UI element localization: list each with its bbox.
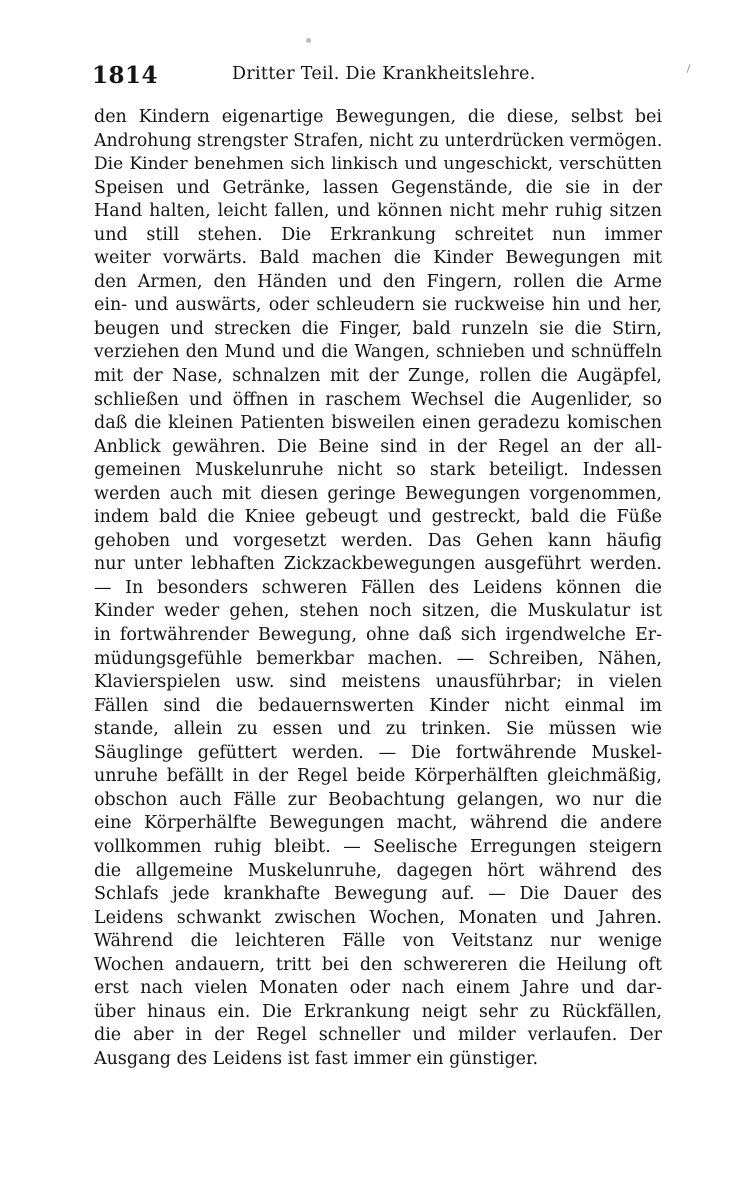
text-line: gemeinen Muskelunruhe nicht so stark beteiligt. Indessen	[94, 460, 662, 481]
text-line: Klavierspielen usw. sind meistens unausführbar; in vielen	[94, 672, 662, 693]
text-line: Wochen andauern, tritt bei den schwereren die Heilung oft	[94, 954, 662, 975]
text-line: die allgemeine Muskelunruhe, dagegen hört während des	[94, 860, 662, 881]
text-line: Anblick gewähren. Die Beine sind in der Regel an der all-	[94, 436, 662, 457]
text-line: eine Körperhälfte Bewegungen macht, während die andere	[94, 813, 662, 834]
text-line: — In besonders schweren Fällen des Leidens können die	[94, 577, 662, 598]
text-line: gehoben und vorgesetzt werden. Das Gehen kann häufig	[94, 530, 662, 551]
text-line: Ausgang des Leidens ist fast immer ein günstiger.	[94, 1048, 539, 1069]
text-line: verziehen den Mund und die Wangen, schnieben und schnüffeln	[94, 342, 662, 363]
text-line: werden auch mit diesen geringe Bewegungen vorgenommen,	[94, 483, 662, 504]
text-line: daß die kleinen Patienten bisweilen einen geradezu komischen	[94, 413, 662, 434]
body-text	[94, 106, 662, 1071]
text-line: den Armen, den Händen und den Fingern, rollen die Arme	[94, 271, 662, 292]
text-line: beugen und strecken die Finger, bald runzeln sie die Stirn,	[94, 318, 662, 339]
text-line: unruhe befällt in der Regel beide Körperhälften gleichmäßig,	[94, 766, 662, 787]
text-line: Fällen sind die bedauernswerten Kinder nicht einmal im	[94, 695, 662, 716]
text-line: Androhung strengster Strafen, nicht zu unterdrücken vermögen.	[94, 130, 663, 151]
text-line: den Kindern eigenartige Bewegungen, die diese, selbst bei	[94, 107, 662, 127]
text-line: Leidens schwankt zwischen Wochen, Monaten und Jahren.	[94, 907, 662, 928]
text-line: müdungsgefühle bemerkbar machen. — Schreiben, Nähen,	[94, 648, 662, 669]
text-line: Hand halten, leicht fallen, und können nicht mehr ruhig sitzen	[94, 201, 662, 222]
text-line: Speisen und Getränke, lassen Gegenstände, die sie in der	[94, 177, 662, 198]
text-line: Die Kinder benehmen sich linkisch und ungeschickt, verschütten	[94, 154, 662, 175]
text-line: obschon auch Fälle zur Beobachtung gelangen, wo nur die	[94, 789, 662, 810]
text-line: erst nach vielen Monaten oder nach einem Jahre und dar-	[94, 978, 662, 999]
text-line: schließen und öffnen in raschem Wechsel die Augenlider, so	[94, 389, 662, 410]
text-line: Während die leichteren Fälle von Veitstanz nur wenige	[94, 931, 662, 952]
text-line: ein- und auswärts, oder schleudern sie ruckweise hin und her,	[94, 295, 662, 316]
text-line: in fortwährender Bewegung, ohne daß sich irgendwelche Er-	[94, 625, 662, 646]
text-line: indem bald die Kniee gebeugt und gestreckt, bald die Füße	[94, 507, 662, 528]
paper-mark	[687, 64, 691, 73]
text-line: vollkommen ruhig bleibt. — Seelische Erregungen steigern	[94, 836, 662, 857]
text-line: weiter vorwärts. Bald machen die Kinder Bewegungen mit	[94, 248, 662, 269]
text-line: Säuglinge gefüttert werden. — Die fortwährende Muskel-	[94, 742, 662, 763]
text-line: nur unter lebhaften Zickzackbewegungen ausgeführt werden.	[94, 554, 662, 575]
text-line: mit der Nase, schnalzen mit der Zunge, rollen die Augäpfel,	[94, 366, 662, 387]
text-line: und still stehen. Die Erkrankung schreitet nun immer	[94, 224, 662, 245]
text-line: stande, allein zu essen und zu trinken. Sie müssen wie	[94, 719, 662, 740]
text-line: Kinder weder gehen, stehen noch sitzen, die Muskulatur ist	[94, 601, 662, 622]
page-number: 1814	[92, 62, 159, 89]
paper-speck	[306, 38, 311, 43]
text-line: Schlafs jede krankhafte Bewegung auf. — Die Dauer des	[94, 884, 662, 905]
text-line: über hinaus ein. Die Erkrankung neigt sehr zu Rückfällen,	[94, 1001, 662, 1022]
text-line: die aber in der Regel schneller und milder verlaufen. Der	[94, 1025, 662, 1046]
running-title: Dritter Teil. Die Krankheitslehre.	[232, 64, 536, 84]
